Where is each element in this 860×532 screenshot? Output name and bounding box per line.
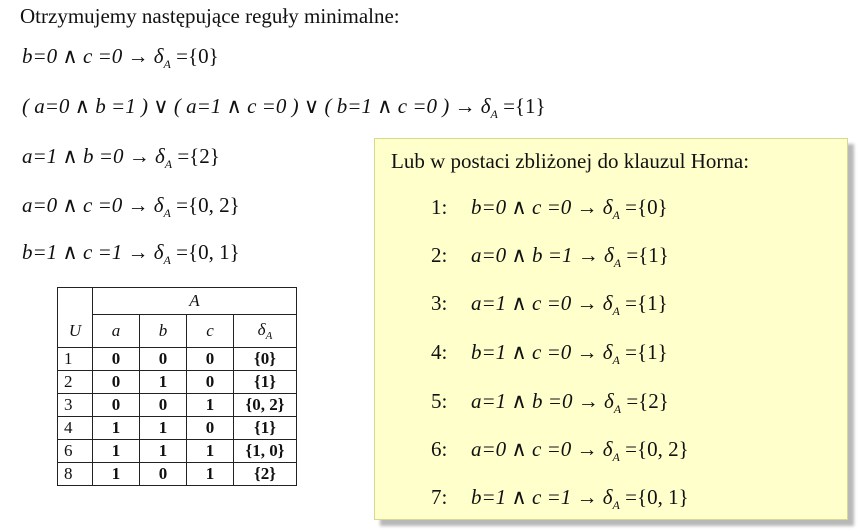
rule-conclusion: ={1} (621, 243, 669, 267)
rule-conclusion: ={0} (619, 195, 668, 219)
rule-conclusion: ={2} (172, 144, 220, 168)
table-row (58, 463, 297, 486)
rule-premise: b=0 ∧ c =0 → δ (22, 44, 164, 68)
rule-subscript: A (612, 450, 620, 464)
table-row (58, 348, 297, 371)
cell-c: 0 (187, 371, 234, 394)
decision-table (57, 287, 297, 486)
column-a-header: a (93, 315, 140, 348)
rule-premise: a=1 ∧ b =0 → δ (22, 144, 165, 168)
rule-premise: ( a=0 ∧ b =1 ) ∨ ( a=1 ∧ c =0 ) ∨ ( b=1 ∧ c =0 ) → δ (22, 94, 491, 118)
table-row (58, 371, 297, 394)
cell-decision: {0} (234, 348, 297, 371)
rule-number: 1: (431, 195, 448, 219)
cell-c: 1 (187, 440, 234, 463)
minimal-rule-3 (22, 144, 220, 172)
rule-subscript: A (163, 253, 171, 267)
rule-conclusion: ={2} (621, 389, 669, 413)
rule-number: 2: (431, 243, 448, 267)
cell-c: 1 (187, 463, 234, 486)
cell-u: 4 (58, 417, 93, 440)
cell-u: 8 (58, 463, 93, 486)
rule-premise: b=0 ∧ c =0 → δ (471, 195, 613, 219)
cell-a: 0 (93, 371, 140, 394)
rule-number: 3: (431, 291, 448, 315)
rule-premise: b=1 ∧ c =1 → δ (22, 240, 164, 264)
cell-c: 0 (187, 348, 234, 371)
horn-rule-3 (431, 291, 668, 319)
rule-subscript: A (612, 353, 620, 367)
cell-u: 1 (58, 348, 93, 371)
rule-premise: a=0 ∧ c =0 → δ (471, 437, 613, 461)
rule-subscript: A (163, 206, 171, 220)
rule-subscript: A (163, 57, 171, 71)
rule-premise: a=0 ∧ c =0 → δ (22, 193, 164, 217)
rule-subscript: A (613, 256, 622, 270)
horn-rule-2 (431, 243, 669, 271)
cell-b: 0 (140, 394, 187, 417)
cell-c: 1 (187, 394, 234, 417)
cell-a: 1 (93, 417, 140, 440)
rule-premise: a=1 ∧ b =0 → δ (471, 389, 614, 413)
rule-premise: a=1 ∧ c =0 → δ (471, 291, 613, 315)
rule-conclusion: ={1} (619, 340, 668, 364)
rule-number: 5: (431, 389, 448, 413)
rule-subscript: A (613, 402, 622, 416)
rule-number: 6: (431, 437, 448, 461)
cell-u: 3 (58, 394, 93, 417)
minimal-rule-1 (22, 44, 219, 72)
minimal-rule-2 (22, 94, 546, 122)
rule-subscript: A (490, 107, 498, 121)
section-heading: Otrzymujemy następujące reguły minimalne: (20, 4, 400, 28)
rule-subscript: A (612, 208, 620, 222)
horn-rule-6 (431, 437, 689, 465)
decision-symbol: δ (257, 320, 266, 339)
horn-rule-4 (431, 340, 668, 368)
table-corner (58, 288, 93, 315)
minimal-rule-5 (22, 240, 240, 268)
table-row (58, 394, 297, 417)
rule-subscript: A (164, 157, 173, 171)
rule-conclusion: ={1} (619, 291, 668, 315)
rule-subscript: A (612, 498, 620, 512)
cell-b: 0 (140, 348, 187, 371)
horn-clauses-box (374, 138, 848, 520)
horn-rule-7 (431, 485, 689, 513)
cell-decision: {0, 2} (234, 394, 297, 417)
cell-b: 1 (140, 371, 187, 394)
rule-conclusion: ={1} (497, 94, 546, 118)
rule-premise: b=1 ∧ c =1 → δ (471, 485, 613, 509)
cell-a: 0 (93, 348, 140, 371)
cell-decision: {1, 0} (234, 440, 297, 463)
column-b-header: b (140, 315, 187, 348)
rule-number: 4: (431, 340, 448, 364)
decision-subscript: A (265, 330, 273, 342)
cell-a: 0 (93, 394, 140, 417)
column-c-header: c (187, 315, 234, 348)
table-row (58, 417, 297, 440)
cell-decision: {2} (234, 463, 297, 486)
cell-b: 0 (140, 463, 187, 486)
cell-a: 1 (93, 463, 140, 486)
attribute-group-header: A (93, 288, 297, 315)
cell-u: 6 (58, 440, 93, 463)
cell-a: 1 (93, 440, 140, 463)
rule-conclusion: ={0} (170, 44, 219, 68)
rule-conclusion: ={0, 2} (170, 193, 240, 217)
cell-b: 1 (140, 417, 187, 440)
rule-premise: a=0 ∧ b =1 → δ (471, 243, 614, 267)
horn-rule-1 (431, 195, 668, 223)
rule-premise: b=1 ∧ c =0 → δ (471, 340, 613, 364)
rule-conclusion: ={0, 1} (170, 240, 240, 264)
cell-decision: {1} (234, 417, 297, 440)
rule-number: 7: (431, 485, 448, 509)
cell-decision: {1} (234, 371, 297, 394)
decision-header (234, 315, 297, 348)
rule-conclusion: ={0, 1} (619, 485, 689, 509)
horn-rule-5 (431, 389, 669, 417)
horn-box-title: Lub w postaci zbliżonej do klauzul Horna: (391, 149, 750, 173)
table-row (58, 440, 297, 463)
cell-b: 1 (140, 440, 187, 463)
cell-u: 2 (58, 371, 93, 394)
rule-conclusion: ={0, 2} (619, 437, 689, 461)
cell-c: 0 (187, 417, 234, 440)
minimal-rule-4 (22, 193, 240, 221)
u-header: U (58, 315, 93, 348)
rule-subscript: A (612, 304, 620, 318)
